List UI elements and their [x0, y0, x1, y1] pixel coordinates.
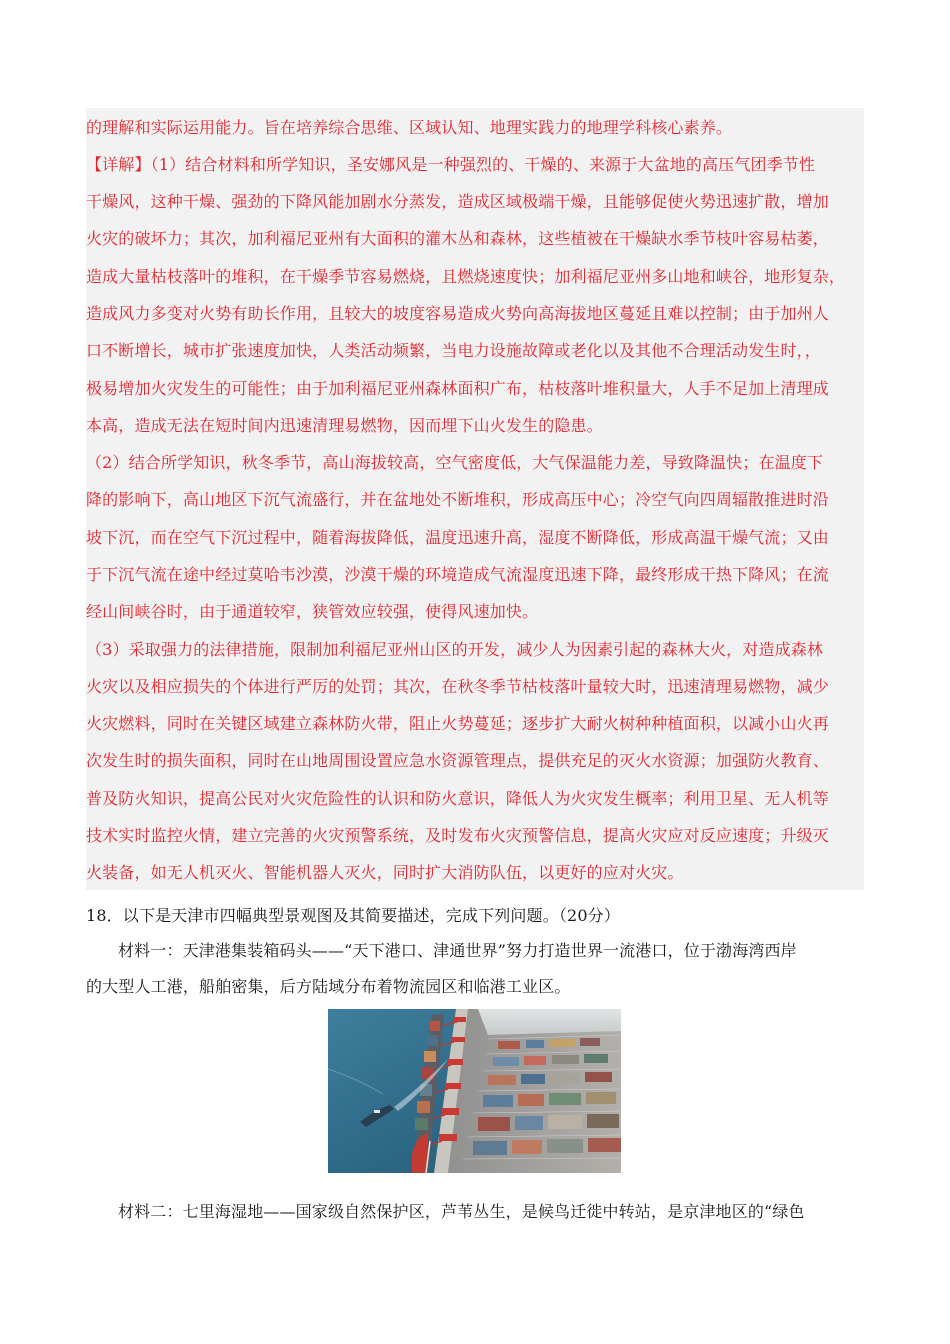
question-18-stem: 18．以下是天津市四幅典型景观图及其简要描述，完成下列问题。（20分）	[86, 906, 620, 925]
answer-line: 火灾燃料，同时在关键区域建立森林防火带，阻止火势蔓延；逐步扩大耐火树种种植面积，以减小山火再	[86, 714, 829, 733]
answer-line: 坡下沉，而在空气下沉过程中，随着海拔降低，温度迅速升高，湿度不断降低，形成高温干燥气流；又由	[86, 528, 829, 547]
material-1-text-continued: 的大型人工港，船舶密集，后方陆域分布着物流园区和临港工业区。	[86, 977, 571, 996]
answer-line: 造成大量枯枝落叶的堆积，在干燥季节容易燃烧，且燃烧速度快；加利福尼亚州多山地和峡谷，地形复杂，	[86, 267, 846, 286]
answer-line: （3）采取强力的法律措施，限制加利福尼亚州山区的开发，减少人为因素引起的森林大火，对造成森林	[86, 640, 824, 659]
answer-line: 技术实时监控火情，建立完善的火灾预警系统，及时发布火灾预警信息，提高火灾应对反应速度；升级灭	[86, 826, 829, 845]
answer-line: 于下沉气流在途中经过莫哈韦沙漠，沙漠干燥的环境造成气流湿度迅速下降，最终形成干热下降风；在流	[86, 565, 829, 584]
answer-line: 经山间峡谷时，由于通道较窄，狭管效应较强，使得风速加快。	[86, 602, 539, 621]
answer-line: 火灾以及相应损失的个体进行严厉的处罚；其次，在秋冬季节枯枝落叶量较大时，迅速清理易燃物，减少	[86, 677, 829, 696]
answer-line: 降的影响下，高山地区下沉气流盛行，并在盆地处不断堆积，形成高压中心；冷空气向四周辐散推进时沿	[86, 490, 829, 509]
answer-line: 火装备，如无人机灭火、智能机器人灭火，同时扩大消防队伍，以更好的应对火灾。	[86, 863, 684, 882]
answer-line: （2）结合所学知识，秋冬季节，高山海拔较高，空气密度低，大气保温能力差，导致降温快；在温度下	[86, 453, 824, 472]
answer-line: 的理解和实际运用能力。旨在培养综合思维、区域认知、地理实践力的地理学科核心素养。	[86, 118, 733, 137]
answer-line: 极易增加火灾发生的可能性；由于加利福尼亚州森林面积广布，枯枝落叶堆积量大，人手不足加上清理成	[86, 379, 829, 398]
material-2-text: 材料二：七里海湿地——国家级自然保护区，芦苇丛生，是候鸟迁徙中转站，是京津地区的“绿色	[118, 1202, 805, 1221]
answer-line: 火灾的破坏力；其次，加利福尼亚州有大面积的灌木丛和森林，这些植被在干燥缺水季节枝叶容易枯萎，	[86, 229, 829, 248]
answer-line: 造成风力多变对火势有助长作用，且较大的坡度容易造成火势向高海拔地区蔓延且难以控制；由于加州人	[86, 304, 829, 323]
answer-line: 普及防火知识，提高公民对火灾危险性的认识和防火意识，降低人为火灾发生概率；利用卫星、无人机等	[86, 789, 829, 808]
material-1-text: 材料一：天津港集装箱码头——“天下港口、津通世界”努力打造世界一流港口，位于渤海湾西岸	[118, 941, 797, 960]
tianjin-port-container-terminal-photo	[328, 1009, 621, 1173]
answer-line: 次发生时的损失面积，同时在山地周围设置应急水资源管理点，提供充足的灭火水资源；加强防火教育、	[86, 751, 829, 770]
answer-line: 口不断增长，城市扩张速度加快，人类活动频繁，当电力设施故障或老化以及其他不合理活动发生时，，	[86, 341, 821, 360]
answer-line: 干燥风，这种干燥、强劲的下降风能加剧水分蒸发，造成区域极端干燥，且能够促使火势迅速扩散，增加	[86, 192, 829, 211]
answer-line: 【详解】（1）结合材料和所学知识，圣安娜风是一种强烈的、干燥的、来源于大盆地的高压气团季节性	[86, 155, 816, 174]
answer-line: 本高，造成无法在短时间内迅速清理易燃物，因而埋下山火发生的隐患。	[86, 416, 603, 435]
